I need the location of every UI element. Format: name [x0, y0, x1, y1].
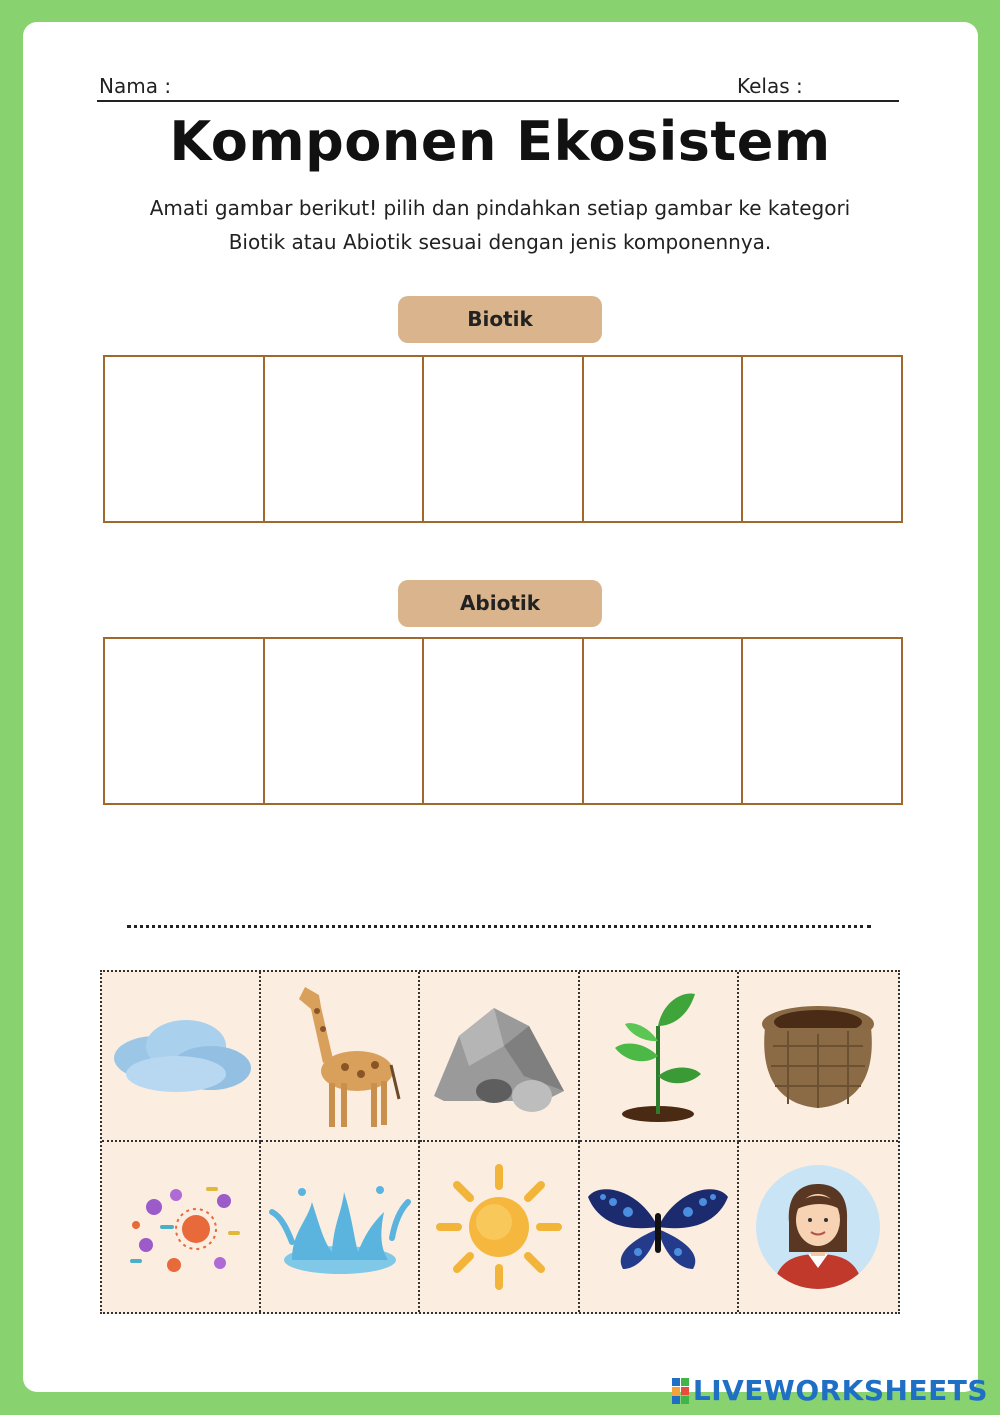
draggable-item-soil-sack[interactable] [739, 972, 898, 1142]
rock-icon [424, 996, 574, 1116]
abiotik-drop-slot[interactable] [584, 639, 744, 803]
draggable-item-rock[interactable] [420, 972, 579, 1142]
biotik-drop-slot[interactable] [424, 357, 584, 521]
page-title: Komponen Ekosistem [169, 110, 831, 173]
draggable-item-person[interactable] [739, 1142, 898, 1312]
draggable-item-giraffe[interactable] [261, 972, 420, 1142]
draggable-items-grid [100, 970, 900, 1314]
butterfly-icon [583, 1177, 733, 1277]
abiotik-drop-slot[interactable] [265, 639, 425, 803]
plant-sprout-icon [603, 986, 713, 1126]
separator-dotted-line [127, 925, 871, 928]
abiotik-drop-row [103, 637, 903, 805]
instruction-line-1: Amati gambar berikut! pilih dan pindahkan setiap gambar ke kategori [149, 196, 851, 220]
biotik-drop-slot[interactable] [743, 357, 901, 521]
class-label: Kelas : [737, 74, 803, 98]
abiotik-drop-slot[interactable] [743, 639, 901, 803]
student-info-line [97, 74, 899, 102]
biotik-drop-slot[interactable] [584, 357, 744, 521]
biotik-drop-row [103, 355, 903, 523]
abiotik-label: Abiotik [398, 580, 602, 627]
giraffe-icon [275, 979, 405, 1134]
name-label: Nama : [99, 74, 172, 98]
biotik-drop-slot[interactable] [105, 357, 265, 521]
liveworksheets-brand [672, 1374, 988, 1407]
instruction-line-2: Biotik atau Abiotik sesuai dengan jenis komponennya. [228, 230, 772, 254]
draggable-item-water-splash[interactable] [261, 1142, 420, 1312]
biotik-label: Biotik [398, 296, 602, 343]
abiotik-drop-slot[interactable] [424, 639, 584, 803]
draggable-item-butterfly[interactable] [580, 1142, 739, 1312]
water-splash-icon [262, 1172, 418, 1282]
cloud-icon [106, 1006, 256, 1106]
brand-text: LIVEWORKSHEETS [692, 1374, 988, 1407]
soil-sack-icon [753, 996, 883, 1116]
draggable-item-plant[interactable] [580, 972, 739, 1142]
draggable-item-sun[interactable] [420, 1142, 579, 1312]
person-avatar-icon [753, 1162, 883, 1292]
draggable-item-microbes[interactable] [102, 1142, 261, 1312]
abiotik-drop-slot[interactable] [105, 639, 265, 803]
biotik-drop-slot[interactable] [265, 357, 425, 521]
liveworksheets-logo-icon [672, 1378, 689, 1404]
microbes-icon [116, 1167, 246, 1287]
draggable-item-cloud[interactable] [102, 972, 261, 1142]
name-underline [97, 100, 899, 102]
sun-icon [434, 1162, 564, 1292]
